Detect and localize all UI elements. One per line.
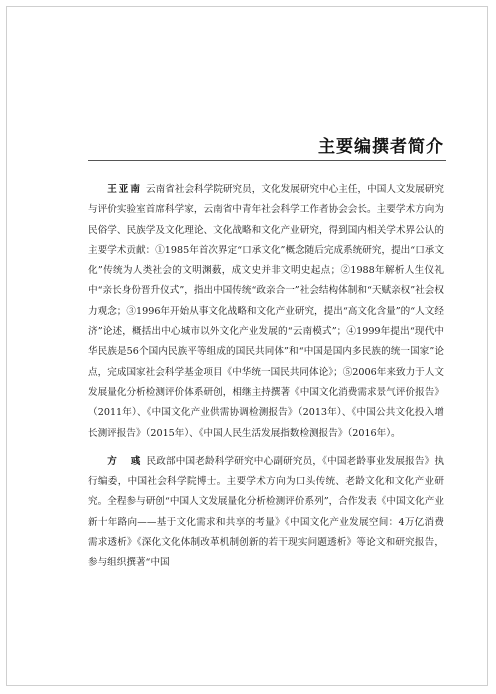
bio-text: 云南省社会科学院研究员，文化发展研究中心主任，中国人文发展研究与评价实验室首席科学家，云南省中青年社会科学工作者协会会长。主要学术方向为民俗学、民族学及文化理论、文化战略和文化产业研究，得到国内相关学术界公认的主要学术贡献：①1985年首次界定“口承文化”概念随后完成系统研究，提出“口承文化”传统为人类社会的文明渊薮，成文史并非文明史起点；②1988年解析人生仪礼中“亲长身份晋升仪式”，指出中国传统“政亲合一”社会结构体制和“天赋亲权”社会权力观念；③1996年开始从事文化战略和文化产业研究，提出“高文化含量”的“人文经济”论述，概括出中心城市以外文化产业发展的“云南模式”；④1999年提出“现代中华民族是56个国内民族平等组成的国民共同体”和“中国是国内多民族的统一国家”论点，完成国家社会科学基金项目《中华统一国民共同体论》；⑤2006年来致力于人文发展量化分析检测评价体系研创，相继主持撰著《中国文化消费需求景气评价报告》（2011年）、《中国文化产业供需协调检测报告》（2013年）、《中国公共文化投入增长测评报告》（2015年）、《中国人民生活发展指数检测报告》（2016年）。 <box>88 184 445 439</box>
page-title: 主要编撰者简介 <box>318 137 444 157</box>
bio-paragraph-wang-yanan <box>88 180 444 444</box>
title-divider <box>88 160 446 161</box>
bio-text: 民政部中国老龄科学研究中心副研究员，《中国老龄事业发展报告》执行编委，中国社会科学院博士。主要学术方向为口头传统、老龄文化和文化产业研究。全程参与研创“中国人文发展量化分析检测评价系列”，合作发表《中国文化产业新十年路向——基于文化需求和共享的考量》《中国文化产业发展空间：4万亿消费需求透析》《深化文化体制改革机制创新的若干现实问题透析》等论文和研究报告，参与组织撰著“中国 <box>88 455 445 569</box>
bio-name: 方 彧 <box>107 455 143 467</box>
bio-name: 王亚南 <box>107 184 143 195</box>
bio-paragraph-fang-yu <box>88 452 444 574</box>
bio-content <box>88 180 444 582</box>
